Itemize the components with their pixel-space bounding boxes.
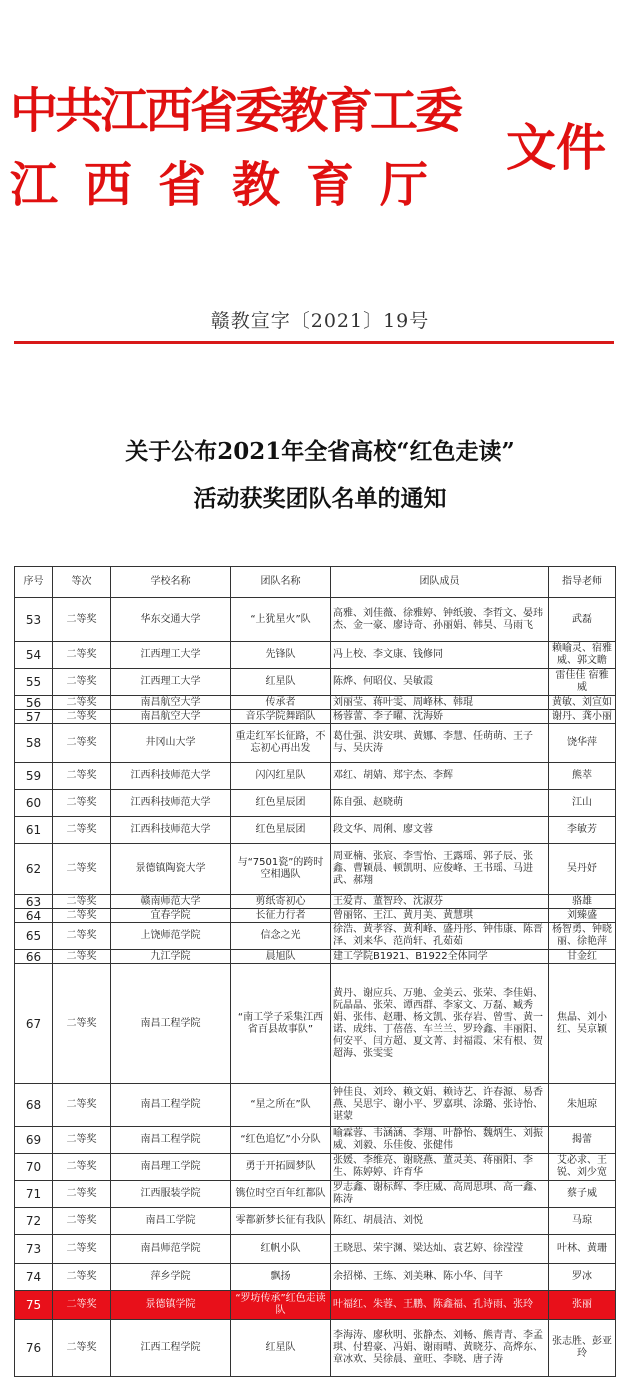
cell-school: 宜春学院 (111, 909, 231, 923)
cell-team: 音乐学院舞蹈队 (231, 710, 331, 724)
cell-members: 曾丽铭、王江、黄月美、黄慧琪 (331, 909, 549, 923)
cell-advisor: 马琼 (549, 1208, 616, 1235)
cell-school: 江西科技师范大学 (111, 817, 231, 844)
table-row (15, 1154, 616, 1181)
cell-grade: 二等奖 (53, 817, 111, 844)
cell-grade: 二等奖 (53, 909, 111, 923)
cell-school: 江西科技师范大学 (111, 763, 231, 790)
header-no: 序号 (15, 567, 53, 598)
red-divider (14, 341, 614, 344)
table-row (15, 1235, 616, 1264)
cell-school: 江西工程学院 (111, 1320, 231, 1377)
cell-grade: 二等奖 (53, 1320, 111, 1377)
cell-school: 南昌工程学院 (111, 1084, 231, 1127)
cell-advisor: 吴丹妤 (549, 844, 616, 895)
cell-team: 红星队 (231, 1320, 331, 1377)
cell-no: 57 (15, 710, 53, 724)
table-row (15, 1084, 616, 1127)
document-number: 赣教宣字〔2021〕19号 (210, 310, 430, 332)
cell-members: 李海涛、廖秋明、张静杰、刘畅、熊青青、李孟琪、付碧豪、冯娟、谢雨晴、黄晓芬、高烨东、章冰欢、吴徐晨、童旺、李晓、唐子涛 (331, 1320, 549, 1377)
cell-team: “上犹星火”队 (231, 598, 331, 642)
table-row (15, 844, 616, 895)
cell-grade: 二等奖 (53, 598, 111, 642)
cell-team: 零都新梦长征有我队 (231, 1208, 331, 1235)
cell-advisor: 杨智勇、钟晓丽、徐艳萍 (549, 923, 616, 950)
cell-grade: 二等奖 (53, 1291, 111, 1320)
cell-members: 冯上校、李文康、钱修同 (331, 642, 549, 669)
cell-grade: 二等奖 (53, 964, 111, 1084)
cell-team: 红帆小队 (231, 1235, 331, 1264)
cell-advisor: 武磊 (549, 598, 616, 642)
cell-no: 74 (15, 1264, 53, 1291)
cell-school: 江西理工大学 (111, 642, 231, 669)
cell-grade: 二等奖 (53, 710, 111, 724)
cell-no: 59 (15, 763, 53, 790)
cell-advisor: 艾必求、王锐、刘少宽 (549, 1154, 616, 1181)
cell-school: 上饶师范学院 (111, 923, 231, 950)
cell-members: 陈烨、何昭仪、吴敏霞 (331, 669, 549, 696)
cell-no: 64 (15, 909, 53, 923)
cell-advisor: 焦晶、刘小红、吴京颖 (549, 964, 616, 1084)
cell-members: 杨蓉蕾、李子曜、沈海娇 (331, 710, 549, 724)
cell-no: 61 (15, 817, 53, 844)
table-row (15, 1208, 616, 1235)
cell-advisor: 骆雄 (549, 895, 616, 909)
cell-school: 南昌工程学院 (111, 1127, 231, 1154)
cell-grade: 二等奖 (53, 1235, 111, 1264)
notice-title-line-1: 关于公布2021年全省高校“红色走读” (125, 438, 515, 465)
table-row (15, 1264, 616, 1291)
table-row (15, 763, 616, 790)
cell-members: 余招梯、王练、刘美琳、陈小华、闫芊 (331, 1264, 549, 1291)
cell-no: 60 (15, 790, 53, 817)
cell-school: 南昌航空大学 (111, 710, 231, 724)
cell-no: 67 (15, 964, 53, 1084)
cell-no: 55 (15, 669, 53, 696)
cell-advisor: 甘金红 (549, 950, 616, 964)
cell-no: 66 (15, 950, 53, 964)
cell-no: 68 (15, 1084, 53, 1127)
cell-members: 陈自强、赵晓萌 (331, 790, 549, 817)
cell-grade: 二等奖 (53, 763, 111, 790)
cell-team: 晨旭队 (231, 950, 331, 964)
cell-team: 与“7501瓷”的跨时空相遇队 (231, 844, 331, 895)
cell-grade: 二等奖 (53, 1264, 111, 1291)
header-school: 学校名称 (111, 567, 231, 598)
cell-team: 重走红军长征路，不忘初心再出发 (231, 724, 331, 763)
table-row (15, 950, 616, 964)
cell-team: 飘扬 (231, 1264, 331, 1291)
cell-team: “星之所在”队 (231, 1084, 331, 1127)
cell-team: “南工学子采集江西省百县故事队” (231, 964, 331, 1084)
cell-no: 63 (15, 895, 53, 909)
cell-no: 65 (15, 923, 53, 950)
table-row (15, 895, 616, 909)
cell-advisor: 罗冰 (549, 1264, 616, 1291)
cell-no: 76 (15, 1320, 53, 1377)
table-row (15, 642, 616, 669)
cell-members: 高雅、刘佳薇、徐雅婷、钟纸骏、李哲文、晏玮杰、金一豪、廖诗奇、孙丽娟、韩昊、马雨飞 (331, 598, 549, 642)
cell-advisor: 叶林、黄珊 (549, 1235, 616, 1264)
cell-grade: 二等奖 (53, 669, 111, 696)
cell-members: 刘丽莹、蒋叶雯、周峰林、韩琨 (331, 696, 549, 710)
table-row (15, 1181, 616, 1208)
cell-members: 周亚楠、张宸、李雪怡、王露瑶、郭子辰、张鑫、曹颖晨、顿凯明、应俊峰、王书瑶、马进武、郝翔 (331, 844, 549, 895)
cell-team: 镌位时空百年红都队 (231, 1181, 331, 1208)
cell-members: 邓红、胡婧、郑宇杰、李辉 (331, 763, 549, 790)
cell-members: 陈红、胡晨洁、刘悦 (331, 1208, 549, 1235)
cell-no: 54 (15, 642, 53, 669)
cell-grade: 二等奖 (53, 1208, 111, 1235)
cell-grade: 二等奖 (53, 895, 111, 909)
cell-members: 张媛、李维亮、谢晓燕、董灵美、蒋丽阳、李生、陈婷婷、许育华 (331, 1154, 549, 1181)
cell-no: 53 (15, 598, 53, 642)
cell-team: 剪纸寄初心 (231, 895, 331, 909)
cell-grade: 二等奖 (53, 696, 111, 710)
document-suffix: 文件 (506, 119, 606, 177)
cell-no: 69 (15, 1127, 53, 1154)
table-row (15, 696, 616, 710)
cell-school: 华东交通大学 (111, 598, 231, 642)
cell-advisor: 揭蕾 (549, 1127, 616, 1154)
cell-team: 闪闪红星队 (231, 763, 331, 790)
cell-advisor: 饶华萍 (549, 724, 616, 763)
header-grade: 等次 (53, 567, 111, 598)
table-row (15, 669, 616, 696)
table-row (15, 817, 616, 844)
cell-school: 九江学院 (111, 950, 231, 964)
cell-school: 江西科技师范大学 (111, 790, 231, 817)
cell-no: 71 (15, 1181, 53, 1208)
cell-school: 井冈山大学 (111, 724, 231, 763)
cell-advisor: 江山 (549, 790, 616, 817)
cell-team: 传承者 (231, 696, 331, 710)
cell-team: “罗坊传承”红色走读队 (231, 1291, 331, 1320)
cell-grade: 二等奖 (53, 1154, 111, 1181)
cell-grade: 二等奖 (53, 1127, 111, 1154)
cell-members: 黄丹、谢应兵、万驰、金美云、张荣、李佳娟、阮晶晶、张荣、谭西群、李家文、万磊、臧秀娟、张伟、赵珊、杨文凯、张存岩、曾雪、黄一诺、成纬、丁蓓蓓、车兰兰、罗玲鑫、丰丽阳、何安平、闫方超、夏文菁、封福霞、宋有根、贺超海、张雯雯 (331, 964, 549, 1084)
cell-members: 王晓思、荣宇渊、梁达灿、袁艺婷、徐滢滢 (331, 1235, 549, 1264)
table-row (15, 1320, 616, 1377)
cell-advisor: 李敏芳 (549, 817, 616, 844)
cell-no: 72 (15, 1208, 53, 1235)
cell-no: 75 (15, 1291, 53, 1320)
table-header-row (15, 567, 616, 598)
table-row (15, 923, 616, 950)
cell-advisor: 赖喻灵、宿雅威、郭文瞻 (549, 642, 616, 669)
issuer-line-2: 江西省教育厅 (10, 157, 455, 213)
cell-advisor: 刘臻盛 (549, 909, 616, 923)
table-row (15, 790, 616, 817)
table-row (15, 724, 616, 763)
cell-grade: 二等奖 (53, 642, 111, 669)
cell-members: 罗志鑫、谢标辉、李庄威、高周思琪、高一鑫、陈涛 (331, 1181, 549, 1208)
cell-advisor: 朱旭琼 (549, 1084, 616, 1127)
cell-advisor: 熊萃 (549, 763, 616, 790)
cell-advisor: 蔡子威 (549, 1181, 616, 1208)
table-row (15, 1127, 616, 1154)
header-members: 团队成员 (331, 567, 549, 598)
cell-members: 王爱青、董智玲、沈淑芬 (331, 895, 549, 909)
cell-school: 萍乡学院 (111, 1264, 231, 1291)
cell-grade: 二等奖 (53, 844, 111, 895)
cell-members: 建工学院B1921、B1922全体同学 (331, 950, 549, 964)
cell-grade: 二等奖 (53, 950, 111, 964)
cell-no: 58 (15, 724, 53, 763)
cell-grade: 二等奖 (53, 1084, 111, 1127)
cell-advisor: 张丽 (549, 1291, 616, 1320)
cell-advisor: 雷佳佳 宿雅威 (549, 669, 616, 696)
cell-members: 徐浩、黄孝容、黄利峰、盛丹彤、钟伟康、陈晋泽、刘来华、范尚轩、孔茹茹 (331, 923, 549, 950)
cell-team: 红色星辰团 (231, 790, 331, 817)
cell-school: 赣南师范大学 (111, 895, 231, 909)
cell-team: 红星队 (231, 669, 331, 696)
cell-grade: 二等奖 (53, 1181, 111, 1208)
cell-advisor: 谢丹、龚小丽 (549, 710, 616, 724)
issuer-line-1: 中共江西省委教育工委 (10, 83, 461, 139)
cell-school: 景德镇陶瓷大学 (111, 844, 231, 895)
cell-no: 56 (15, 696, 53, 710)
cell-grade: 二等奖 (53, 790, 111, 817)
table-row (15, 710, 616, 724)
cell-advisor: 张志胜、彭亚玲 (549, 1320, 616, 1377)
cell-members: 喻霖蓉、韦涵涵、李翔、叶静怡、魏炳生、刘振威、刘毅、乐佳俊、张健伟 (331, 1127, 549, 1154)
cell-members: 钟佳良、刘玲、赖文娟、赖诗艺、许春源、易香燕、吴思宇、谢小平、罗嘉琪、涂璐、张诗怡、谌蒙 (331, 1084, 549, 1127)
cell-grade: 二等奖 (53, 724, 111, 763)
cell-school: 南昌工学院 (111, 1208, 231, 1235)
cell-grade: 二等奖 (53, 923, 111, 950)
cell-team: 先锋队 (231, 642, 331, 669)
cell-no: 70 (15, 1154, 53, 1181)
cell-members: 段文华、周俐、廖文蓉 (331, 817, 549, 844)
cell-school: 南昌工程学院 (111, 964, 231, 1084)
table-row (15, 598, 616, 642)
cell-school: 景德镇学院 (111, 1291, 231, 1320)
cell-school: 江西理工大学 (111, 669, 231, 696)
cell-team: 长征力行者 (231, 909, 331, 923)
cell-school: 南昌航空大学 (111, 696, 231, 710)
cell-team: 勇于开拓圆梦队 (231, 1154, 331, 1181)
cell-members: 叶福红、朱蓉、王鹏、陈鑫福、孔诗雨、张玲 (331, 1291, 549, 1320)
table-row (15, 1291, 616, 1320)
table-row (15, 964, 616, 1084)
cell-advisor: 黄敏、刘宣如 (549, 696, 616, 710)
award-table (14, 566, 616, 1377)
cell-no: 62 (15, 844, 53, 895)
cell-members: 葛仕强、洪安琪、黄娜、李慧、任萌萌、王子与、吴庆涛 (331, 724, 549, 763)
cell-no: 73 (15, 1235, 53, 1264)
header-advisor: 指导老师 (549, 567, 616, 598)
cell-team: 红色星辰团 (231, 817, 331, 844)
cell-school: 南昌师范学院 (111, 1235, 231, 1264)
header-team: 团队名称 (231, 567, 331, 598)
cell-team: “红色追忆”小分队 (231, 1127, 331, 1154)
cell-school: 南昌理工学院 (111, 1154, 231, 1181)
cell-team: 信念之光 (231, 923, 331, 950)
cell-school: 江西服装学院 (111, 1181, 231, 1208)
table-row (15, 909, 616, 923)
notice-title-line-2: 活动获奖团队名单的通知 (193, 485, 447, 512)
